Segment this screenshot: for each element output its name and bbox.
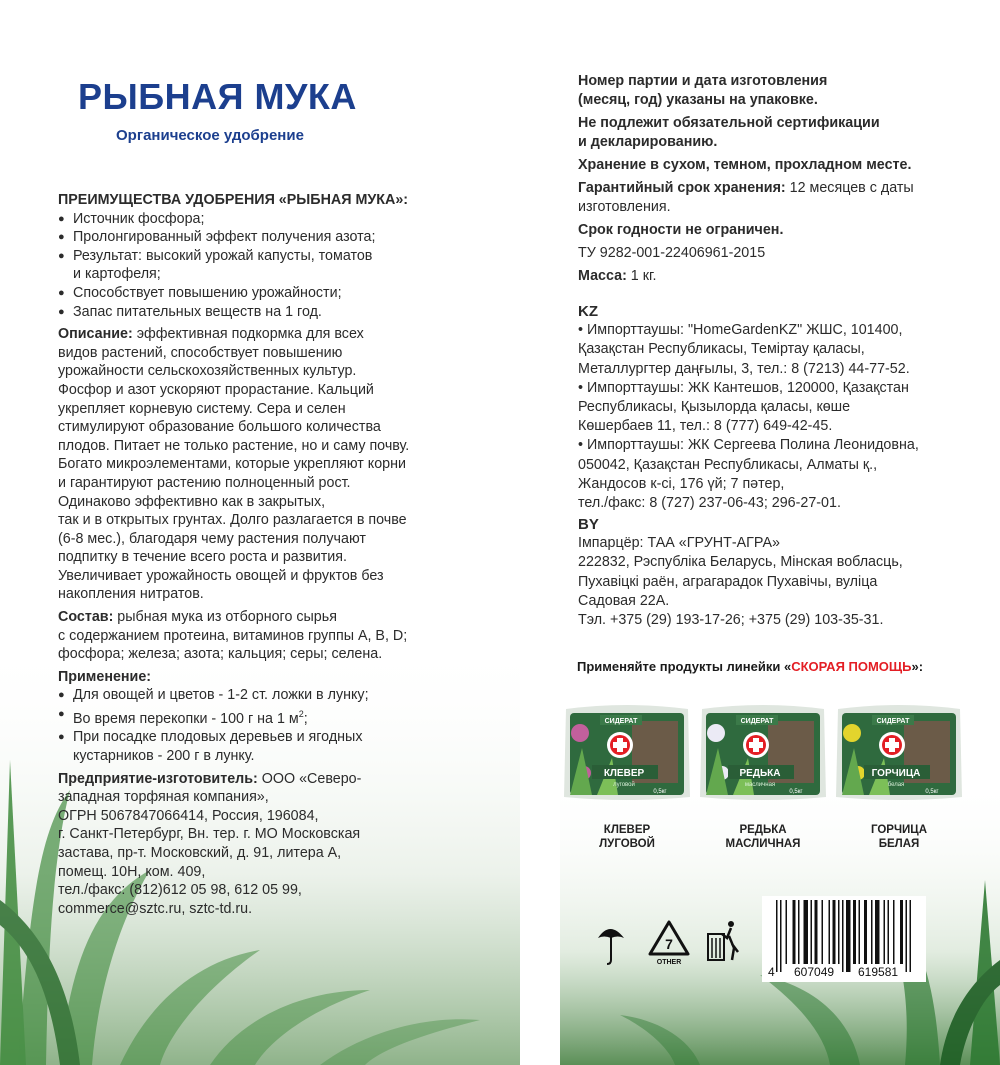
barcode-bar xyxy=(888,900,890,964)
description-line: урожайности сельскохозяйственных культур. xyxy=(58,363,357,380)
warranty-note: Гарантийный срок хранения: 12 месяцев с даты изготовления. xyxy=(578,180,914,215)
product-subtitle: Органическое удобрение xyxy=(116,127,304,144)
barcode-bar xyxy=(780,900,782,972)
by-line: Тэл. +375 (29) 193-17-26; +375 (29) 103-35-31. xyxy=(578,612,884,629)
barcode-bar xyxy=(776,900,778,972)
svg-text:масличная: масличная xyxy=(744,782,776,788)
kz-line: • Импорттаушы: ЖК Сергеева Полина Леонидовна, xyxy=(578,437,919,454)
barcode-bar xyxy=(910,900,912,972)
pack-label-radish: РЕДЬКА МАСЛИЧНАЯ xyxy=(725,824,801,850)
kz-line: Көшербаев 11, тел.: 8 (777) 649-42-45. xyxy=(578,418,833,435)
kz-line: Металлургтер даңғылы, 3, тел.: 8 (7213) 44-77-52. xyxy=(578,360,910,377)
barcode xyxy=(762,896,926,982)
usage-list xyxy=(58,686,438,765)
flower-mark xyxy=(843,724,861,742)
barcode-bar xyxy=(833,900,836,964)
description-line: укрепляет корневую систему. Сера и селен xyxy=(58,400,346,417)
manufacturer-line: commerce@sztc.ru, sztc-td.ru. xyxy=(58,900,253,917)
description-line: так и в открытых грунтах. Долго разлагается в почве xyxy=(58,512,407,529)
flower-mark xyxy=(571,724,589,742)
umbrella-icon xyxy=(598,929,624,964)
by-importer xyxy=(578,515,978,630)
tu-code: ТУ 9282-001-22406961-2015 xyxy=(578,245,766,261)
composition-line: с содержанием протеина, витаминов группы А, В, D; xyxy=(58,627,408,644)
pack-clover xyxy=(562,703,692,803)
usage-heading: Применение: xyxy=(58,668,152,685)
trash-bin-icon xyxy=(708,921,738,960)
description-line: (6-8 мес.), благодаря чему растения получают xyxy=(58,530,366,547)
advantages-heading: ПРЕИМУЩЕСТВА УДОБРЕНИЯ «РЫБНАЯ МУКА»: xyxy=(58,192,409,208)
description-line: Фосфор и азот ускоряют прорастание. Кальций xyxy=(58,381,374,398)
list-item: ● Пролонгированный эффект получения азота; xyxy=(58,228,438,247)
svg-text:РЕДЬКА: РЕДЬКА xyxy=(739,768,781,779)
svg-text:0,5кг: 0,5кг xyxy=(925,789,939,795)
advantages-list xyxy=(58,210,438,322)
description-line: Увеличивает урожайность овощей и фруктов без xyxy=(58,567,384,584)
svg-text:0,5кг: 0,5кг xyxy=(653,789,667,795)
list-item: ● Способствует повышению урожайности; xyxy=(58,284,438,303)
by-line: Імпарцёр: ТАА «ГРУНТ-АГРА» xyxy=(578,535,780,552)
barcode-group-1: 607049 xyxy=(794,965,835,979)
country-code-by: BY xyxy=(578,516,599,533)
composition-line: фосфора; железа; азота; кальция; серы; селена. xyxy=(58,646,383,663)
pack-radish xyxy=(698,703,828,803)
svg-text:белая: белая xyxy=(887,782,905,788)
svg-text:OTHER: OTHER xyxy=(656,959,682,966)
barcode-bar xyxy=(893,900,895,964)
kz-line: Қазақстан Республикасы, Теміртау қаласы, xyxy=(578,341,865,358)
left-column xyxy=(58,191,438,918)
by-line: Садовая 22А. xyxy=(578,592,670,609)
pack-label-clover: КЛЕВЕР ЛУГОВОЙ xyxy=(599,824,655,850)
barcode-bar xyxy=(798,900,800,964)
svg-text:КЛЕВЕР: КЛЕВЕР xyxy=(603,768,645,779)
by-line: Пухавіцкі раён, аграгарадок Пухавічы, вуліца xyxy=(578,573,878,590)
brand-name: СКОРАЯ ПОМОЩЬ xyxy=(791,659,912,674)
barcode-digit-first: 4 xyxy=(768,965,775,979)
manufacturer-line: застава, пр-т. Московский, д. 91, литера А, xyxy=(58,844,342,861)
list-item: ● Источник фосфора; xyxy=(58,210,438,229)
manufacturer-line: г. Санкт-Петербург, Вн. тер. г. МО Московская xyxy=(58,826,361,843)
description-line: плодов. Питает не только растение, но и саму почву. xyxy=(58,437,410,454)
barcode-bar xyxy=(859,900,861,964)
svg-text:луговой: луговой xyxy=(613,782,635,788)
barcode-bar xyxy=(815,900,818,964)
list-item: ● Для овощей и цветов - 1-2 ст. ложки в лунку; xyxy=(58,686,438,705)
barcode-bar xyxy=(871,900,873,964)
storage-note: Хранение в сухом, темном, прохладном месте. xyxy=(578,157,912,173)
svg-text:ГОРЧИЦА: ГОРЧИЦА xyxy=(871,768,921,779)
composition: Состав: рыбная мука из отборного сырья xyxy=(58,609,337,626)
barcode-bar xyxy=(875,900,880,964)
barcode-bar xyxy=(846,900,851,972)
kz-line: Республикасы, Қызылорда қаласы, көше xyxy=(578,399,851,416)
kz-line: 050042, Қазақстан Республикасы, Алматы қ., xyxy=(578,456,878,473)
manufacturer: Предприятие-изготовитель: ООО «Северо- xyxy=(58,770,362,787)
description-line: и гарантируют растению полноценный рост. xyxy=(58,474,351,491)
barcode-bar xyxy=(900,900,903,964)
barcode-bar xyxy=(829,900,831,964)
product-title: РЫБНАЯ МУКА xyxy=(78,76,357,117)
list-item: ● Запас питательных веществ на 1 год. xyxy=(58,303,438,322)
kz-line: • Импорттаушы: "HomeGardenKZ" ЖШС, 101400, xyxy=(578,322,903,339)
kz-line: • Импорттаушы: ЖК Кантешов, 120000, Қазақстан xyxy=(578,379,909,396)
country-code-kz: KZ xyxy=(578,303,598,320)
barcode-group-2: 619581 xyxy=(858,965,899,979)
list-item: ● Во время перекопки - 100 г на 1 $м^2$; xyxy=(58,705,438,728)
kz-importers xyxy=(578,302,978,513)
svg-text:СИДЕРАТ: СИДЕРАТ xyxy=(740,718,774,725)
barcode-bar xyxy=(906,900,908,972)
manufacturer-line: ОГРН 5067847066414, Россия, 196084, xyxy=(58,807,319,824)
manufacturer-line: западная торфяная компания», xyxy=(58,789,269,806)
pack-mustard xyxy=(834,703,964,803)
manufacturer-line: помещ. 10Н, ком. 409, xyxy=(58,863,206,880)
mass: Масса: 1 кг. xyxy=(578,268,657,284)
barcode-bar xyxy=(842,900,844,972)
description: Описание: эффективная подкормка для всех xyxy=(58,326,364,343)
package-symbols xyxy=(596,918,756,968)
batch-note: Номер партии и дата изготовления (месяц, год) указаны на упаковке. xyxy=(578,73,828,108)
barcode-bar xyxy=(853,900,856,964)
description-line: Одинаково эффективно как в закрытых, xyxy=(58,493,326,510)
svg-text:7: 7 xyxy=(665,936,673,952)
barcode-bar xyxy=(804,900,809,964)
flower-mark xyxy=(707,724,725,742)
barcode-bar xyxy=(864,900,867,964)
right-column-info xyxy=(578,72,948,290)
kz-line: Жандосов к-сі, 176 үй; 7 пәтер, xyxy=(578,475,785,492)
list-item: ● При посадке плодовых деревьев и ягодных кустарников - 200 г в лунку. xyxy=(58,728,438,765)
barcode-bar xyxy=(884,900,886,964)
barcode-bar xyxy=(838,900,840,964)
description-line: подпитку в течение всего роста и развития. xyxy=(58,549,347,566)
kz-line: тел./факс: 8 (727) 237-06-43; 296-27-01. xyxy=(578,495,841,512)
pack-label-mustard: ГОРЧИЦА БЕЛАЯ xyxy=(870,824,928,850)
product-line-promo: Применяйте продукты линейки «СКОРАЯ ПОМОЩЬ»: xyxy=(577,659,924,674)
product-packs xyxy=(562,703,972,803)
barcode-bar xyxy=(793,900,796,964)
list-item: ● Результат: высокий урожай капусты, томатов и картофеля; xyxy=(58,247,438,284)
svg-text:СИДЕРАТ: СИДЕРАТ xyxy=(876,718,910,725)
description-line: стимулируют образование большого количества xyxy=(58,419,381,436)
barcode-bar xyxy=(811,900,813,964)
certification-note: Не подлежит обязательной сертификации и декларированию. xyxy=(578,115,880,150)
description-line: Богато микроэлементами, которые укрепляют корни xyxy=(58,456,407,473)
description-line: видов растений, способствует повышению xyxy=(58,344,343,361)
barcode-bar xyxy=(786,900,788,964)
description-line: накопления нитратов. xyxy=(58,586,204,603)
svg-text:СИДЕРАТ: СИДЕРАТ xyxy=(604,718,638,725)
recycle-icon xyxy=(650,922,688,966)
barcode-bar xyxy=(822,900,824,964)
expiry-note: Срок годности не ограничен. xyxy=(578,222,784,238)
manufacturer-line: тел./факс: (812)612 05 98, 612 05 99, xyxy=(58,882,302,899)
by-line: 222832, Рэспубліка Беларусь, Мінская вобласць, xyxy=(578,554,903,571)
svg-text:0,5кг: 0,5кг xyxy=(789,789,803,795)
